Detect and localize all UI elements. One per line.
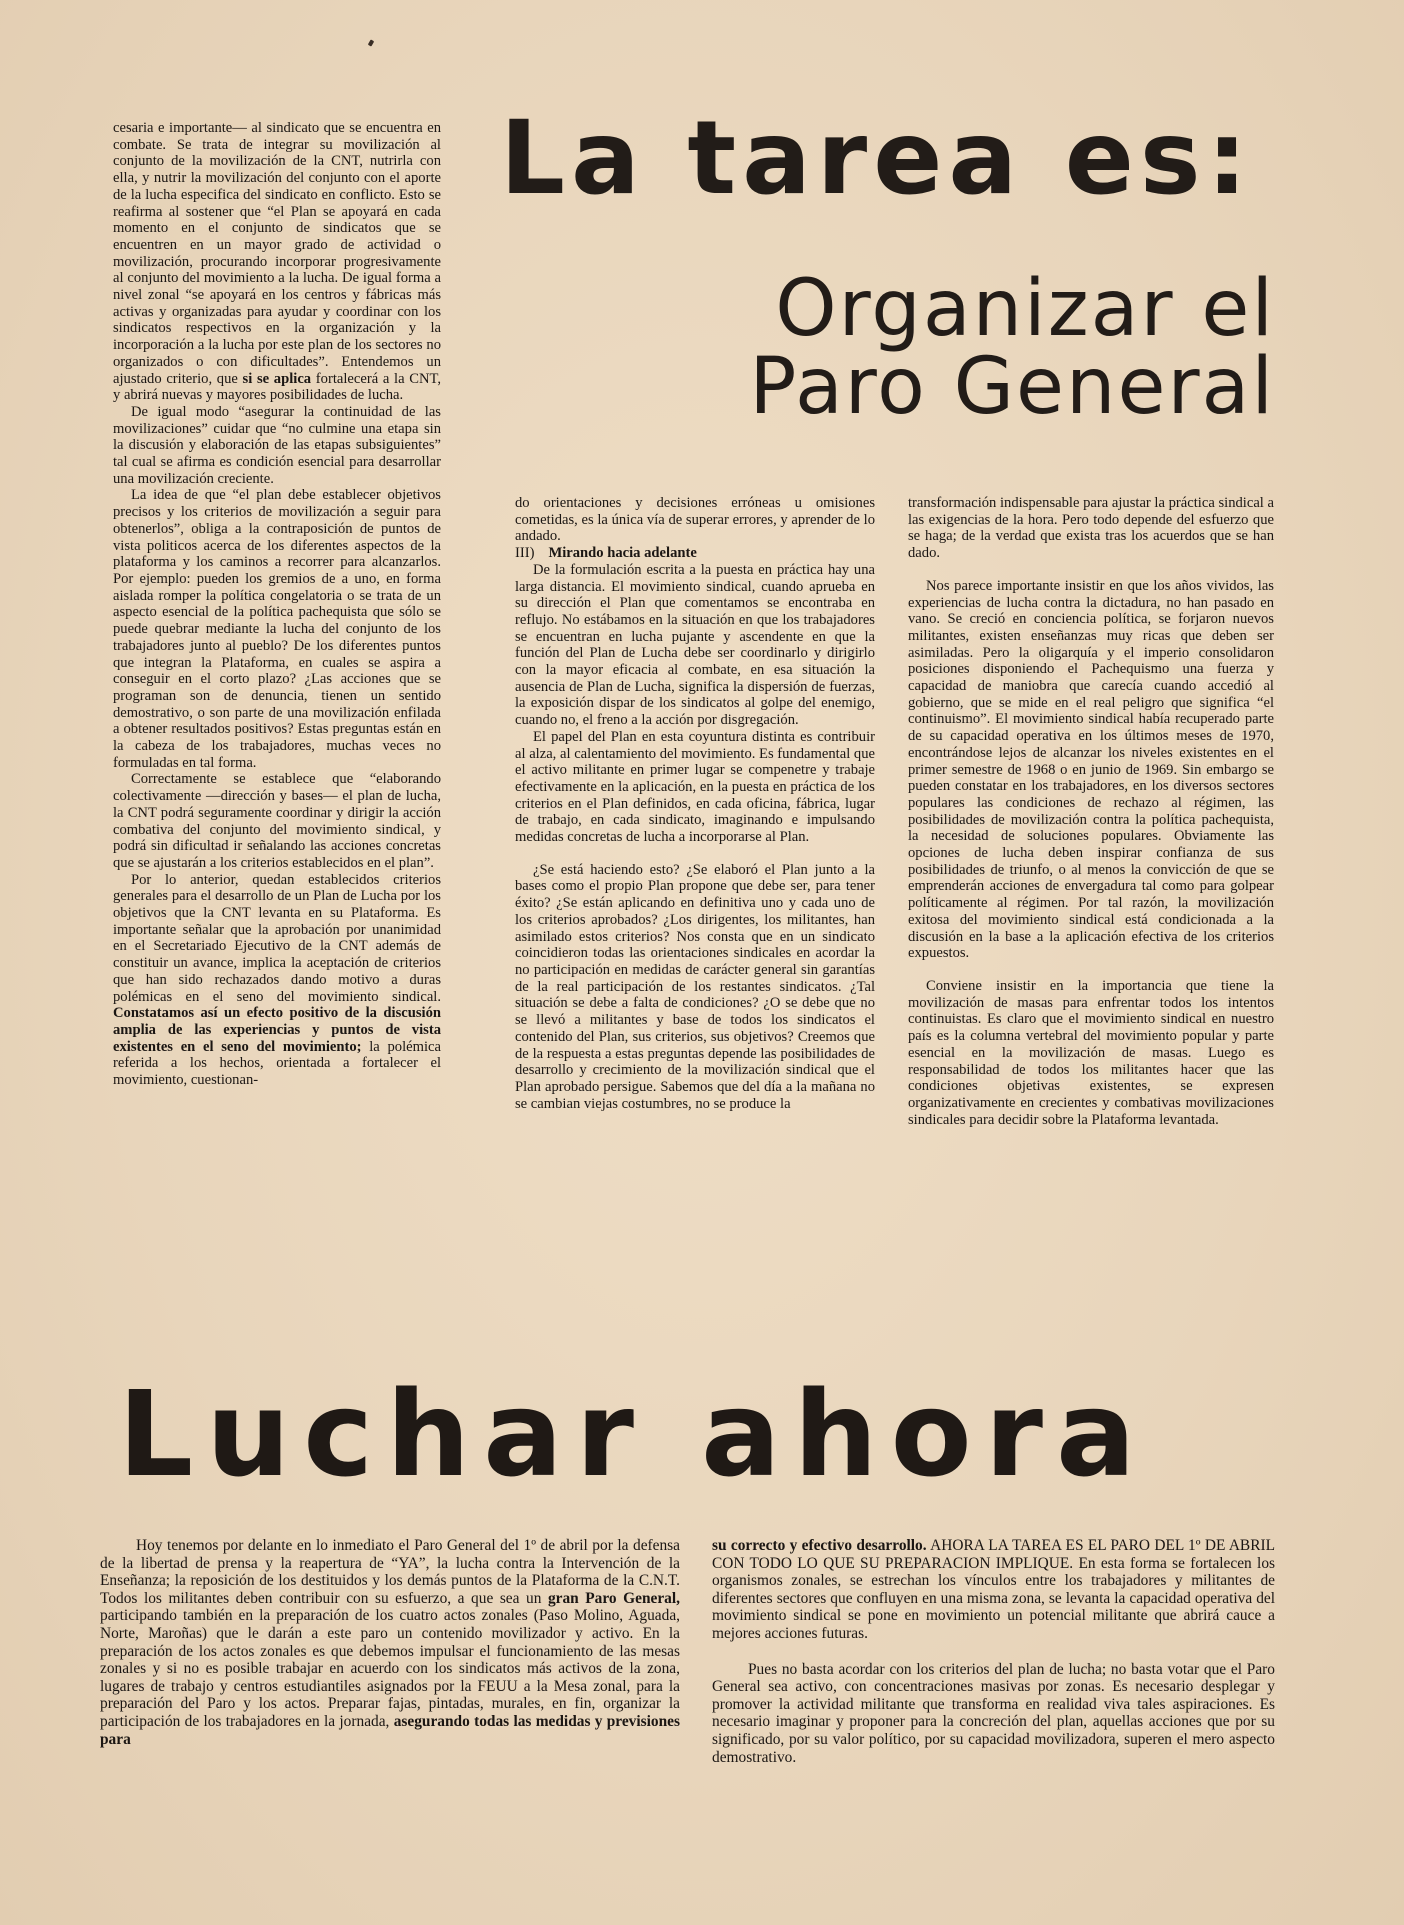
paragraph: ¿Se está haciendo esto? ¿Se elaboró el Plan junto a la bases como el propio Plan propone que debe ser, para tener éxito? ¿Se están aplicando en definitiva uno y cada uno de los criterios aprobados? ¿Los dirigentes, los militantes, han asimilado estos criterios? Nos consta que en un sindicato coincidieron todas las orientaciones sindicales en acordar la no participación en medidas de carácter general sin garantías de la real participación de los restantes sindicatos. ¿Tal situación se debe a falta de condiciones? ¿O se debe que no se llevó a militantes y base de todos los sindicatos el contenido del Plan, sus criterios, sus objetivos? Creemos que de la respuesta a estas preguntas depende las posibilidades de desarrollo y crecimiento de la movilización sindical que el Plan aprobado persigue. Sabemos que del día a la mañana no se cambian viejas costumbres, no se produce la	[515, 861, 875, 1112]
paragraph-text: Hoy tenemos por delante en lo inmediato el Paro General del 1º de abril por la defensa de la libertad de prensa y la reapertura de “YA”, la lucha contra la Intervención de la Enseñanza; la reposición de los destituidos y los demás puntos de la Plataforma de la C.N.T. Todos los militantes deben contribuir con su esfuerzo, a que sea un	[100, 1537, 680, 1607]
paragraph-text: la polémica referida a los hechos, orientada a fortalecer el movimiento, cuestionan-	[113, 1038, 441, 1089]
article-column-3	[908, 495, 1274, 1128]
bold-text: asegurando todas las medidas y previsiones para	[100, 1712, 680, 1748]
bold-text: su correcto y efectivo desarrollo.	[712, 1537, 927, 1554]
paragraph-text: participando también en la preparación de los cuatro actos zonales (Paso Molino, Aguada, Norte, Maroñas) que le darán a este paro un contenido movilizador y activo. En la preparación de los actos zonales es que debemos impulsar el funcionamiento de las mesas zonales y si no es posible trabajar en acuerdo con los sindicatos más activos de la zona, lugares de trabajo y centros estudiantiles asignados por la FEUU a la Mesa zonal, para la preparación del Paro y los actos. Preparar fajas, pintadas, murales, en fin, organizar la participación de los trabajadores en la jornada,	[100, 1607, 680, 1730]
main-headline: La tarea es:	[500, 99, 1254, 218]
paragraph-text: cesaria e importante— al sindicato que se encuentra en combate. Se trata de integrar su movilización al conjunto de la movilización de la CNT, nutrirla con ella, y nutrir la movilización del conjunto con el aporte de la lucha especifica del sindicato en conflicto. Esto se reafirma al sostener que “el Plan se apoyará en cada momento en el conjunto de sindicatos que se encuentren en un mayor grado de actividad o movilización, procurando incorporar progresivamente al conjunto del movimiento a la lucha. De igual forma a nivel zonal “se apoyará en los centros y fábricas más activas y organizadas para ayudar y coordinar con los sindicatos respectivos en la organización y la incorporación a la lucha por este plan de los sectores no organizados o con dificultades”. Entendemos un ajustado criterio, que	[113, 120, 441, 387]
paragraph	[100, 1537, 680, 1748]
section-title: Mirando hacia adelante	[548, 545, 697, 562]
paragraph-text: fortalecerá a la CNT, y abrirá nuevas y mayores posibilidades de lucha.	[113, 370, 441, 404]
sub-headline-line-1: Organizar el	[775, 264, 1275, 354]
paragraph: Correctamente se establece que “elaborando colectivamente —dirección y bases— el plan de lucha, la CNT podrá seguramente coordinar y dirigir la acción combativa del conjunto del movimiento sindical, y podrá sin dificultad ir señalando las acciones concretas que se ajustarán a los criterios establecidos en el plan”.	[113, 771, 441, 871]
article-column-2	[515, 495, 875, 1112]
sub-headline-line-2: Paro General	[749, 342, 1275, 432]
paragraph: De la formulación escrita a la puesta en práctica hay una larga distancia. El movimiento sindical, cuando aprueba en su dirección el Plan que comentamos se encontraba en reflujo. No estábamos en la situación en que los trabajadores se encuentran en lucha pujante y ascendente en que la función del Plan de Lucha debe ser coordinarlo y dirigirlo con la mayor eficacia al combate, en esa situación la ausencia de Plan de Lucha, significa la dispersión de fuerzas, la exposición dispar de los sindicatos al golpe del enemigo, cuando no, el freno a la acción por disgregación.	[515, 561, 875, 729]
sub-headline	[595, 264, 1275, 432]
bold-text: Constatamos así un efecto positivo de la discusión amplia de las experiencias y puntos de vista existentes en el seno del movimiento;	[113, 1005, 441, 1055]
article-column-1	[113, 120, 441, 1089]
paragraph-text: Por lo anterior, quedan establecidos criterios generales para el desarrollo de un Plan de Lucha por los objetivos que la CNT levanta en su Plataforma. Es importante señalar que la aprobación por unanimidad en el Secretariado Ejecutivo de la CNT además de constituir un avance, implica la aceptación de criterios que han sido rechazados dando motivo a duras polémicas en el seno del movimiento sindical.	[113, 871, 441, 1005]
paragraph	[113, 120, 441, 404]
paragraph: Conviene insistir en la importancia que tiene la movilización de masas para enfrentar todos los intentos continuistas. Es claro que el movimiento sindical en nuestro país es la columna vertebral del movimiento popular y parte esencial en la movilización de masas. Luego es responsabilidad de todos los militantes hacer que las condiciones objetivas existentes, se expresen organizativamente en crecientes y combativas movilizaciones sindicales para decidir sobre la Plataforma levantada.	[908, 977, 1274, 1128]
bottom-headline: Luchar ahora	[118, 1365, 1149, 1503]
bold-text: gran Paro General,	[547, 1589, 680, 1607]
paragraph	[113, 872, 441, 1089]
bottom-column-right	[712, 1537, 1275, 1766]
paragraph: Nos parece importante insistir en que los años vividos, las experiencias de lucha contra la dictadura, no han pasado en vano. Se creció en conciencia política, se forjaron nuevos militantes, existen enseñanzas muy ricas que deben ser asimiladas. Pero la oligarquía y el imperio consolidaron posiciones disponiendo el Pachequismo una fuerza y capacidad de maniobra que carecía cuando accedió al gobierno, que se mide en el real peligro que significa “el continuismo”. El movimiento sindical había recuperado parte de su capacidad operativa en los últimos meses de 1970, encontrándose lejos de alcanzar los niveles existentes en el primer semestre de 1968 o en junio de 1969. Sin embargo se pueden constatar en los trabajadores, en los diversos sectores populares las condiciones de rechazo al régimen, las posibilidades de movilización contra la política pachequista, la necesidad de soluciones populares. Obviamente las opciones de lucha deben inspirar confianza de sus posibilidades de triunfo, o al menos la convicción de que se emprenderán acciones de envergadura tal como para golpear políticamente al régimen. Por tal razón, la movilización exitosa del movimiento sindical está condicionada a la discusión en la base a la aplicación efectiva de los criterios expuestos.	[908, 577, 1274, 962]
paragraph	[712, 1537, 1275, 1643]
bold-text: si se aplica	[242, 370, 312, 387]
ink-speck	[368, 39, 374, 46]
section-heading	[515, 545, 875, 562]
paragraph: do orientaciones y decisiones erróneas u omisiones cometidas, es la única vía de superar errores, y aprender de lo andado.	[515, 495, 875, 545]
section-number: III)	[515, 545, 535, 562]
paragraph-text: AHORA LA TAREA ES EL PARO DEL 1º DE ABRIL CON TODO LO QUE SU PREPARACION IMPLIQUE. En esta forma se fortalecen los organismos zonales, se estrechan los vínculos entre los trabajadores y militantes de diferentes sectores que confluyen en una misma zona, se levanta la capacidad operativa del movimiento sindical se pone en movimiento un potencial militante que abrirá cauce a mejores acciones futuras.	[712, 1537, 1275, 1642]
paragraph: Pues no basta acordar con los criterios del plan de lucha; no basta votar que el Paro General sea activo, con concentraciones masivas por zonas. Es necesario desplegar y promover la actividad militante que transforma en realidad viva tales aspiraciones. Es necesario imaginar y proponer para la concreción del plan, aquellas acciones que por su significado, por su valor político, por su capacidad movilizadora, superen el mero aspecto demostrativo.	[712, 1660, 1275, 1766]
paragraph: La idea de que “el plan debe establecer objetivos precisos y los criterios de movilización a seguir para obtenerlos”, obliga a la contraposición de puntos de vista politicos acerca de los diferentes aspectos de la plataforma y los caminos a recorrer para alcanzarlos. Por ejemplo: pueden los gremios de a uno, en forma aislada romper la política congelatoria o se trata de un aspecto esencial de la política pachequista que sólo se puede quebrar mediante la lucha del conjunto de los trabajadores junto al pueblo? De los diferentes puntos que integran la Plataforma, en cuales se aspira a conseguir en el corto plazo? ¿Las acciones que se programan son de denuncia, tienen un sentido demostrativo, o son parte de una movilización enfilada a obtener resultados positivos? Estas preguntas están en la cabeza de los trabajadores, muchas veces no formuladas en tal forma.	[113, 487, 441, 771]
paragraph: El papel del Plan en esta coyuntura distinta es contribuir al alza, al calentamiento del movimiento. Es fundamental que el activo militante en primer lugar se compenetre y trabaje efectivamente en la aplicación, en la puesta en práctica de los criterios en el Plan definidos, en cada oficina, fábrica, lugar de trabajo, en cada sindicato, imaginando e impulsando medidas concretas de lucha a incorporarse al Plan.	[515, 728, 875, 846]
bottom-column-left	[100, 1537, 680, 1748]
paragraph: transformación indispensable para ajustar la práctica sindical a las exigencias de la hora. Pero todo depende del esfuerzo que se haga; de la verdad que exista tras los acuerdos que se han dado.	[908, 495, 1274, 562]
paragraph: De igual modo “asegurar la continuidad de las movilizaciones” cuidar que “no culmine una etapa sin la discusión y elaboración de las etapas subsiguientes” tal cual se afirma es condición esencial para desarrollar una movilización creciente.	[113, 403, 441, 487]
